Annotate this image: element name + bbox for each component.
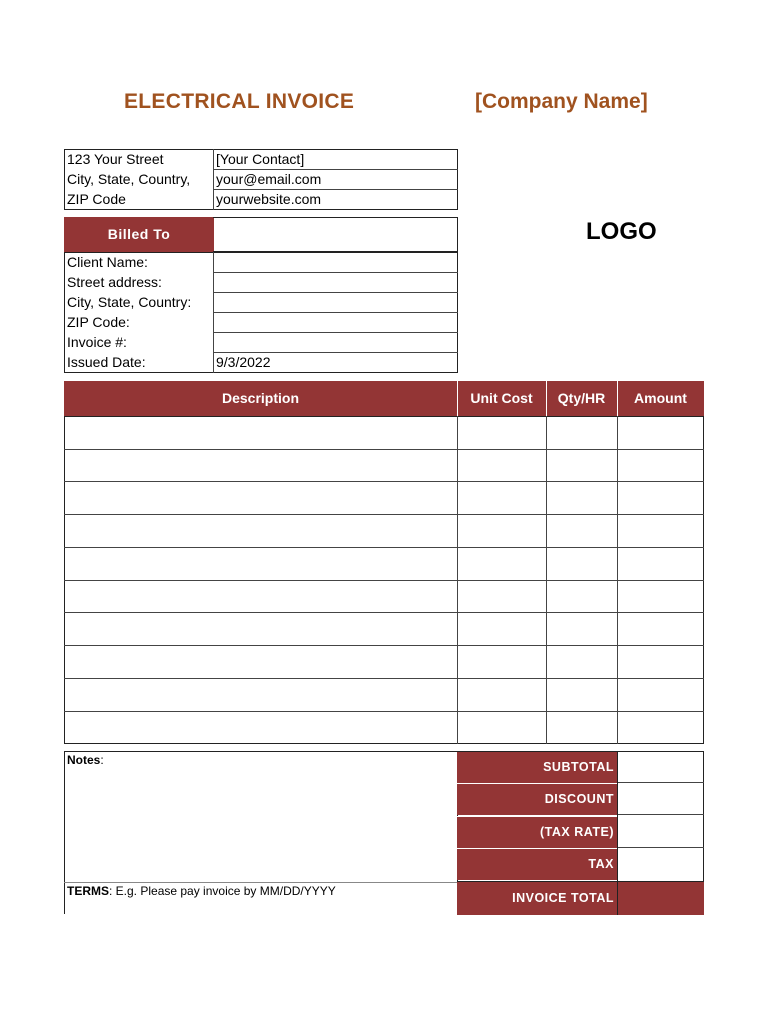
table-row[interactable] [64, 645, 704, 678]
zip-code-label: ZIP Code: [67, 314, 130, 330]
table-row[interactable] [64, 449, 704, 481]
table-row[interactable] [64, 711, 704, 744]
logo-placeholder: LOGO [586, 218, 657, 245]
sender-address-line-2[interactable]: City, State, Country, [67, 171, 191, 187]
discount-value[interactable] [618, 784, 704, 815]
tax-rate-value[interactable] [618, 817, 704, 848]
terms-text[interactable]: : E.g. Please pay invoice by MM/DD/YYYY [109, 884, 336, 898]
street-address-value[interactable] [216, 273, 456, 292]
street-address-label: Street address: [67, 274, 162, 290]
zip-code-value[interactable] [216, 313, 456, 332]
qty-hr-header: Qty/HR [546, 381, 617, 416]
unit-cost-header: Unit Cost [457, 381, 546, 416]
sender-contact[interactable]: [Your Contact] [216, 151, 305, 167]
discount-label: DISCOUNT [457, 784, 617, 815]
city-state-country-label: City, State, Country: [67, 294, 192, 310]
tax-value[interactable] [618, 849, 704, 880]
table-row[interactable] [64, 416, 704, 449]
billed-to-name-header-cell[interactable] [213, 217, 458, 252]
company-name[interactable]: [Company Name] [475, 90, 648, 113]
issued-date-value[interactable]: 9/3/2022 [216, 354, 271, 370]
tax-rate-label: (TAX RATE) [457, 817, 617, 848]
sender-website[interactable]: yourwebsite.com [216, 191, 322, 207]
tax-label: TAX [457, 849, 617, 880]
terms-line [67, 884, 336, 898]
subtotal-label: SUBTOTAL [457, 752, 617, 783]
invoice-title: ELECTRICAL INVOICE [124, 90, 355, 113]
table-row[interactable] [64, 678, 704, 711]
invoice-total-value[interactable] [618, 882, 704, 915]
amount-header: Amount [617, 381, 704, 416]
table-row[interactable] [64, 580, 704, 612]
issued-date-label: Issued Date: [67, 354, 146, 370]
description-header: Description [64, 381, 457, 416]
invoice-number-label: Invoice #: [67, 334, 127, 350]
invoice-number-value[interactable] [216, 333, 456, 352]
billed-to-header [64, 217, 214, 252]
table-row[interactable] [64, 547, 704, 580]
table-row[interactable] [64, 612, 704, 645]
notes-label: Notes [67, 753, 101, 767]
sender-email[interactable]: your@email.com [216, 171, 322, 187]
client-name-value[interactable] [216, 253, 456, 272]
table-row[interactable] [64, 481, 704, 514]
table-row[interactable] [64, 514, 704, 547]
sender-address-line-3[interactable]: ZIP Code [67, 191, 126, 207]
client-name-label: Client Name: [67, 254, 148, 270]
sender-address-line-1[interactable]: 123 Your Street [67, 151, 164, 167]
city-state-country-value[interactable] [216, 293, 456, 312]
terms-label: TERMS [67, 884, 109, 898]
notes-label-wrap: Notes: [67, 753, 104, 767]
subtotal-value[interactable] [618, 752, 704, 783]
billed-to-label: Billed To [107, 226, 171, 242]
invoice-total-label: INVOICE TOTAL [457, 882, 617, 915]
